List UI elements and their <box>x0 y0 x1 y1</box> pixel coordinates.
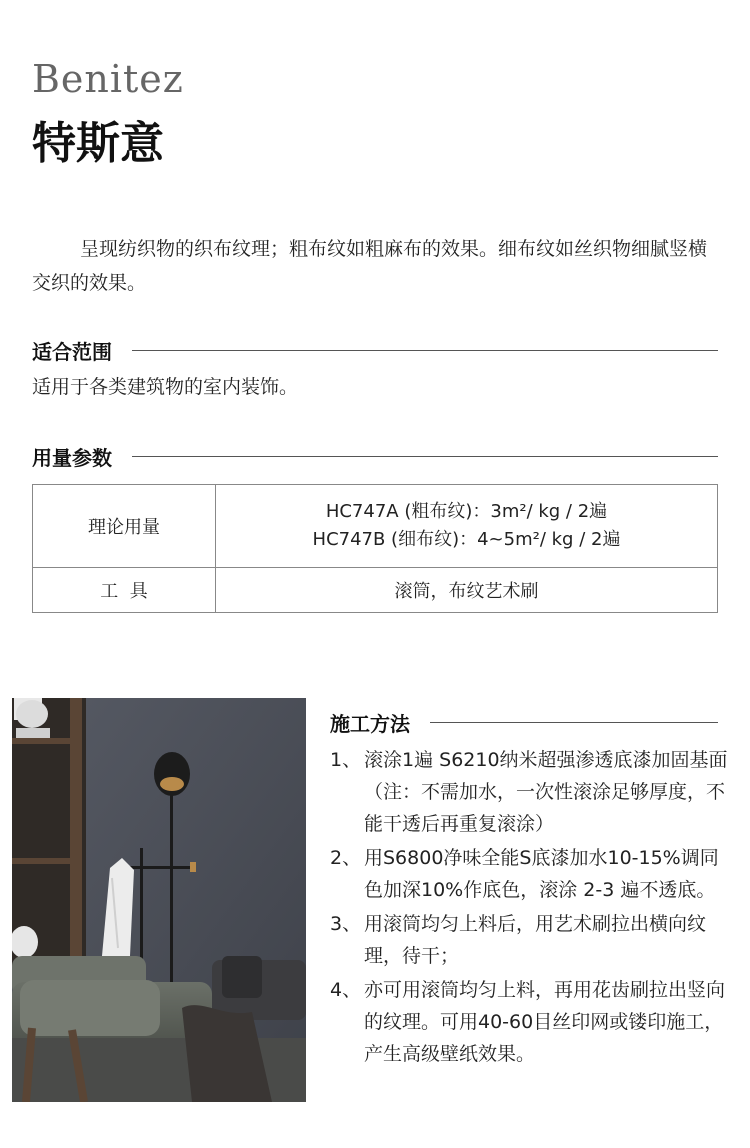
usage-key-tools: 工 具 <box>33 568 216 613</box>
usage-value-line: HC747A (粗布纹)：3m²/ kg / 2遍 <box>325 501 608 522</box>
step-number: 1、 <box>330 749 362 771</box>
scope-heading <box>32 336 718 365</box>
table-row <box>33 485 718 568</box>
shelf-unit <box>12 698 86 968</box>
step-text: 用滚筒均匀上料后，用艺术刷拉出横向纹理，待干； <box>364 913 707 967</box>
scope-heading-label: 适合范围 <box>32 340 112 364</box>
step-text: 滚涂1遍 S6210纳米超强渗透底漆加固基面（注：不需加水，一次性滚涂足够厚度，不能干透后再重复滚涂） <box>364 749 728 835</box>
usage-table <box>32 484 718 613</box>
usage-heading-rule <box>132 456 718 457</box>
method-heading <box>330 708 718 737</box>
table-row <box>33 568 718 613</box>
list-item <box>330 908 730 972</box>
step-text: 亦可用滚筒均匀上料，再用花齿刷拉出竖向的纹理。可用40-60目丝印网或镂印施工，产生高级壁纸效果。 <box>364 979 726 1065</box>
usage-key-theoretical: 理论用量 <box>33 485 216 568</box>
list-item <box>330 974 730 1070</box>
product-intro: 呈现纺织物的织布纹理；粗布纹如粗麻布的效果。细布纹如丝织物细腻竖横交织的效果。 <box>32 238 708 294</box>
usage-heading-label: 用量参数 <box>32 446 112 470</box>
method-heading-rule <box>430 722 718 723</box>
scope-text: 适用于各类建筑物的室内装饰。 <box>32 376 299 398</box>
usage-value-tools: 滚筒，布纹艺术刷 <box>216 568 718 613</box>
interior-photo-illustration <box>12 698 306 1102</box>
step-number: 2、 <box>330 847 362 869</box>
usage-value-theoretical <box>216 485 718 568</box>
usage-value-line: HC747B (细布纹)：4~5m²/ kg / 2遍 <box>312 529 621 550</box>
method-heading-label: 施工方法 <box>330 712 410 736</box>
scope-heading-rule <box>132 350 718 351</box>
step-text: 用S6800净味全能S底漆加水10-15%调同色加深10%作底色，滚涂 2-3 遍不透底。 <box>364 847 719 901</box>
product-title: 特斯意 <box>32 118 164 169</box>
brand-logo: Benitez <box>32 57 184 101</box>
method-steps <box>330 744 730 1072</box>
list-item <box>330 842 730 906</box>
interior-photo <box>12 698 306 1102</box>
step-number: 4、 <box>330 979 362 1001</box>
usage-heading <box>32 442 718 471</box>
list-item <box>330 744 730 840</box>
step-number: 3、 <box>330 913 362 935</box>
